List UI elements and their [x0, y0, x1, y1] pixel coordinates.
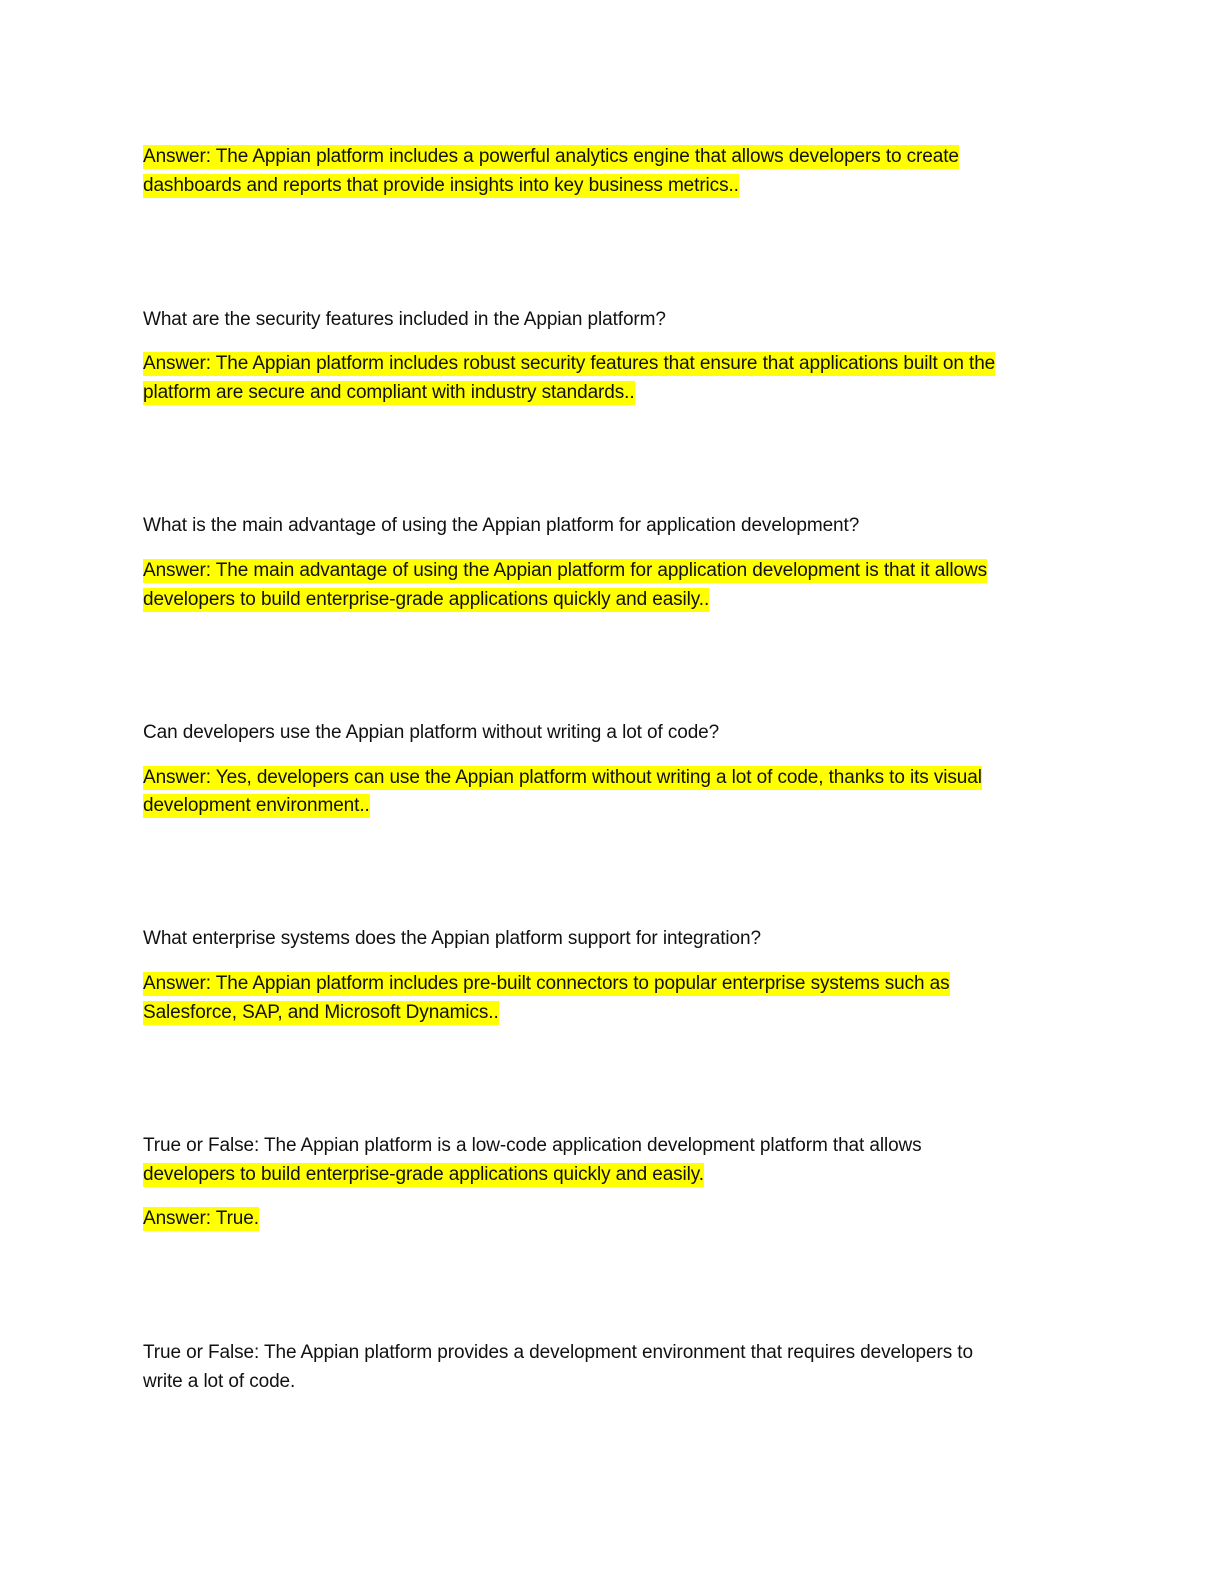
- answer-line: [143, 350, 995, 378]
- question-line: What are the security features included in the Appian platform?: [143, 309, 666, 330]
- highlighted-text: Answer: The main advantage of using the Appian platform for application development is that it allows: [143, 560, 987, 581]
- highlighted-text: developers to build enterprise-grade applications quickly and easily..: [143, 589, 710, 610]
- answer-line: [143, 1205, 259, 1233]
- question-line: Can developers use the Appian platform without writing a lot of code?: [143, 722, 720, 743]
- question-line: What is the main advantage of using the Appian platform for application development?: [143, 515, 860, 536]
- answer-line: [143, 792, 370, 820]
- question-line: True or False: The Appian platform provides a development environment that requires developers to: [143, 1342, 973, 1363]
- answer-line: [143, 557, 987, 585]
- highlighted-text: dashboards and reports that provide insights into key business metrics..: [143, 175, 739, 196]
- answer-line: [143, 143, 959, 171]
- highlighted-text: Answer: True.: [143, 1208, 259, 1229]
- highlighted-text: Answer: The Appian platform includes pre-built connectors to popular enterprise systems such as: [143, 973, 950, 994]
- answer-line: [143, 379, 635, 407]
- highlighted-text: Answer: The Appian platform includes a powerful analytics engine that allows developers to create: [143, 146, 959, 167]
- highlighted-text: Answer: The Appian platform includes robust security features that ensure that applications built on the: [143, 353, 996, 374]
- answer-line: [143, 970, 950, 998]
- highlighted-text: development environment..: [143, 795, 370, 816]
- answer-line: [143, 764, 982, 792]
- question-line: write a lot of code.: [143, 1371, 296, 1392]
- highlighted-text: Salesforce, SAP, and Microsoft Dynamics..: [143, 1002, 499, 1023]
- highlighted-text: Answer: Yes, developers can use the Appian platform without writing a lot of code, thanks to its visual: [143, 767, 982, 788]
- question-line: True or False: The Appian platform is a low-code application development platform that allows: [143, 1135, 922, 1156]
- answer-line: [143, 586, 709, 614]
- answer-line: [143, 999, 499, 1027]
- answer-line: [143, 172, 739, 200]
- highlighted-text: developers to build enterprise-grade applications quickly and easily.: [143, 1164, 704, 1185]
- question-line: What enterprise systems does the Appian platform support for integration?: [143, 928, 761, 949]
- question-line: [143, 1161, 704, 1189]
- highlighted-text: platform are secure and compliant with industry standards..: [143, 382, 635, 403]
